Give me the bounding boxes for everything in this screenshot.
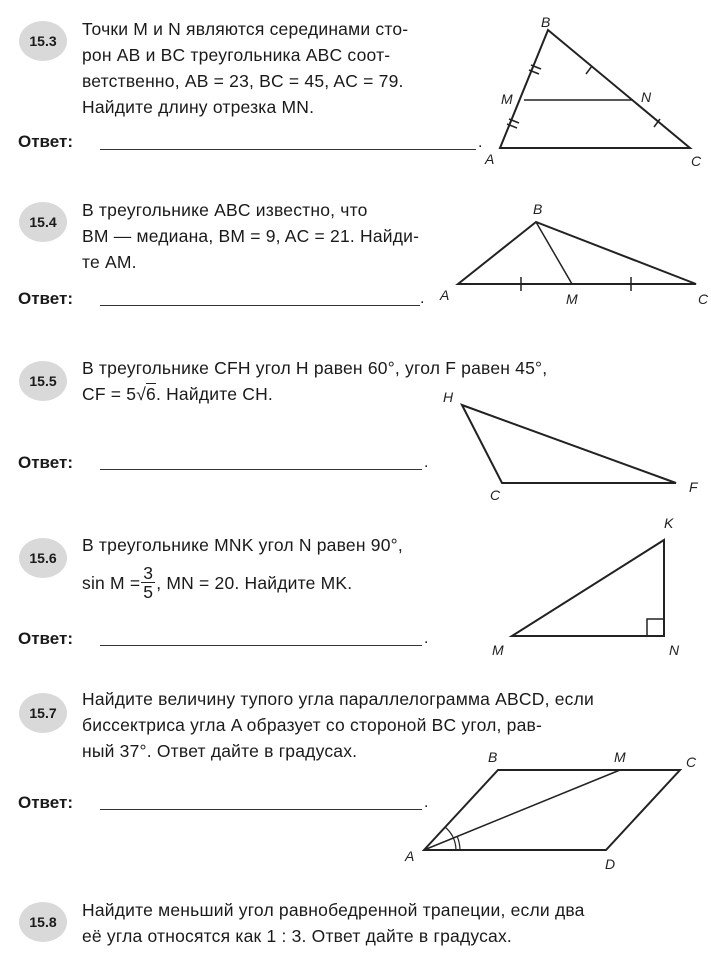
answer-field[interactable] — [100, 149, 476, 150]
answer-label: Ответ: — [18, 629, 73, 648]
vertex-label-a: A — [405, 848, 415, 864]
figure-triangle-cfh — [440, 388, 711, 503]
point-label-m: M — [501, 91, 513, 107]
answer-period: . — [424, 454, 429, 471]
problem-text: В треугольнике CFH угол H равен 60°, угол F равен 45°, CF = 5√6. Найдите CH. — [82, 358, 548, 404]
problem-text: В треугольнике ABC известно, что BM — медиана, BM = 9, AC = 21. Найди- те AM. — [82, 200, 420, 272]
problem-text: Найдите меньший угол равнобедренной трапеции, если два её угла относятся как 1 : 3. Ответ дайте в градусах. — [82, 900, 585, 946]
vertex-label-d: D — [605, 856, 616, 872]
answer-period: . — [420, 290, 425, 307]
vertex-label-c: C — [686, 754, 697, 770]
answer-label: Ответ: — [18, 793, 73, 812]
vertex-label-c: C — [691, 153, 702, 169]
vertex-label-a: A — [485, 151, 495, 167]
vertex-label-b: B — [488, 749, 498, 765]
point-label-m: M — [614, 749, 626, 765]
problem-text: Найдите величину тупого угла параллелограмма ABCD, если биссектриса угла A образует со стороной BC угол, рав- ный 37°. Ответ дайте в градусах. — [82, 689, 594, 761]
answer-period: . — [478, 134, 483, 151]
vertex-label-a: A — [440, 287, 450, 303]
answer-field[interactable] — [100, 809, 422, 810]
problem-number-badge: 15.6 — [19, 538, 67, 578]
problem-number-badge: 15.4 — [19, 202, 67, 242]
answer-field[interactable] — [100, 305, 420, 306]
vertex-label-b: B — [533, 201, 543, 217]
answer-period: . — [424, 630, 429, 647]
problem-number-badge: 15.3 — [19, 21, 67, 61]
vertex-label-c: C — [698, 291, 709, 307]
point-label-n: N — [641, 89, 652, 105]
figure-triangle-median — [440, 200, 711, 310]
problem-text: В треугольнике MNK угол N равен 90°, sin M = $\frac{3}{5}$ , MN = 20. Найдите MK. — [82, 535, 403, 602]
figure-triangle-abc-midline — [485, 14, 711, 174]
vertex-label-n: N — [669, 642, 680, 658]
figure-right-triangle-mnk — [485, 512, 695, 662]
vertex-label-k: K — [664, 515, 674, 531]
answer-period: . — [424, 794, 429, 811]
answer-field[interactable] — [100, 645, 422, 646]
point-label-m: M — [566, 291, 578, 307]
vertex-label-c: C — [490, 487, 501, 503]
vertex-label-b: B — [541, 14, 551, 30]
answer-field[interactable] — [100, 469, 422, 470]
problem-text: Точки M и N являются серединами сто- рон AB и BC треугольника ABC соот- ветственно, AB = 23, BC = 45, AC = 79. Найдите длину отрезка MN. — [82, 19, 409, 117]
answer-label: Ответ: — [18, 289, 73, 308]
problem-number-badge: 15.7 — [19, 693, 67, 733]
figure-parallelogram-abcd — [400, 745, 711, 875]
answer-label: Ответ: — [18, 453, 73, 472]
vertex-label-f: F — [689, 479, 698, 495]
problem-number-badge: 15.5 — [19, 361, 67, 401]
problem-number-badge: 15.8 — [19, 902, 67, 942]
vertex-label-h: H — [443, 389, 454, 405]
answer-label: Ответ: — [18, 132, 73, 151]
vertex-label-m: M — [492, 642, 504, 658]
